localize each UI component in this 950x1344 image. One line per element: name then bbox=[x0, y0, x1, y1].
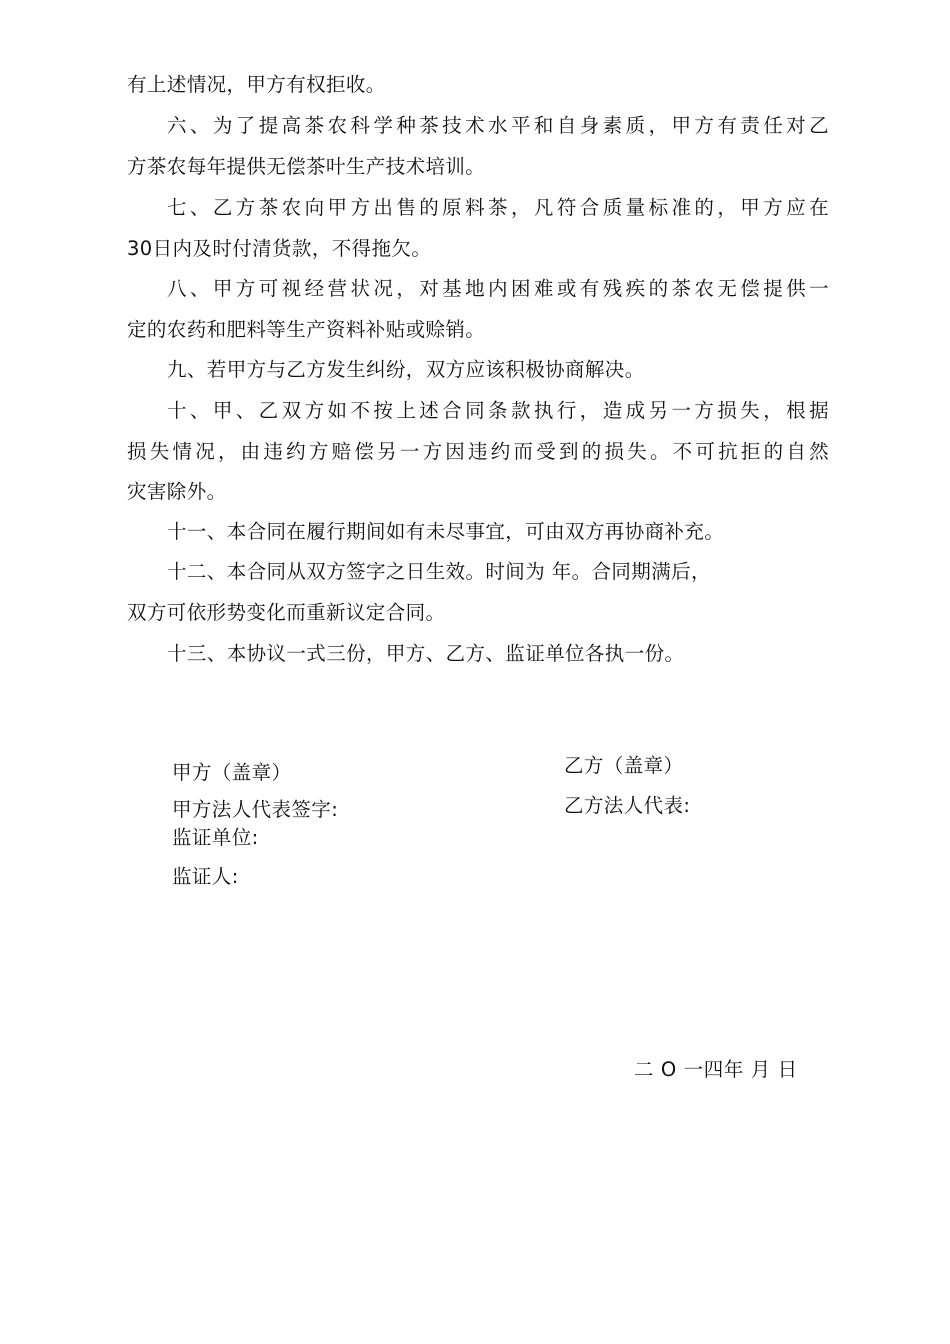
witness-person: 监证人: bbox=[172, 865, 239, 888]
clause-line: 八、甲方可视经营状况，对基地内困难或有残疾的茶农无偿提供一 bbox=[167, 277, 829, 300]
clause-line: 30日内及时付清货款，不得拖欠。 bbox=[127, 236, 432, 260]
clause-11 bbox=[127, 512, 829, 553]
clause-line: 方茶农每年提供无偿茶叶生产技术培训。 bbox=[127, 154, 486, 178]
clause-line: 七、乙方茶农向甲方出售的原料茶，凡符合质量标准的，甲方应在 bbox=[167, 196, 829, 219]
clause-line: 十二、本合同从双方签字之日生效。时间为 年。合同期满后， bbox=[167, 560, 711, 583]
clause-7 bbox=[127, 188, 829, 269]
clause-13 bbox=[127, 634, 829, 675]
party-b-seal: 乙方（盖章） bbox=[564, 754, 684, 777]
party-a-representative: 甲方法人代表签字: bbox=[172, 798, 339, 821]
clause-6 bbox=[127, 106, 829, 187]
party-b-representative: 乙方法人代表: bbox=[564, 794, 691, 817]
party-a-seal: 甲方（盖章） bbox=[172, 761, 292, 784]
clause-8 bbox=[127, 269, 829, 350]
clause-line: 双方可依形势变化而重新议定合同。 bbox=[127, 600, 446, 624]
clause-12 bbox=[127, 552, 829, 633]
clause-line: 损失情况，由违约方赔偿另一方因违约而受到的损失。不可抗拒的自然 bbox=[127, 439, 829, 463]
clause-line: 有上述情况，甲方有权拒收。 bbox=[127, 73, 386, 96]
clause-line: 十一、本合同在履行期间如有未尽事宜，可由双方再协商补充。 bbox=[167, 520, 725, 543]
clause-line: 定的农药和肥料等生产资料补贴或赊销。 bbox=[127, 317, 486, 341]
witness-unit: 监证单位: bbox=[172, 826, 259, 849]
clause-9 bbox=[127, 350, 829, 391]
clause-10 bbox=[127, 391, 829, 513]
contract-date: 二 O 一四年 月 日 bbox=[634, 1058, 798, 1081]
clause-line: 灾害除外。 bbox=[127, 480, 227, 503]
clause-line: 十三、本协议一式三份，甲方、乙方、监证单位各执一份。 bbox=[167, 642, 685, 665]
clause-line: 六、为了提高茶农科学种茶技术水平和自身素质，甲方有责任对乙 bbox=[167, 114, 829, 137]
clause-line: 九、若甲方与乙方发生纠纷，双方应该积极协商解决。 bbox=[167, 358, 645, 381]
clause-5-continuation bbox=[127, 65, 829, 106]
clause-line: 十、甲、乙双方如不按上述合同条款执行，造成另一方损失，根据 bbox=[167, 399, 829, 422]
